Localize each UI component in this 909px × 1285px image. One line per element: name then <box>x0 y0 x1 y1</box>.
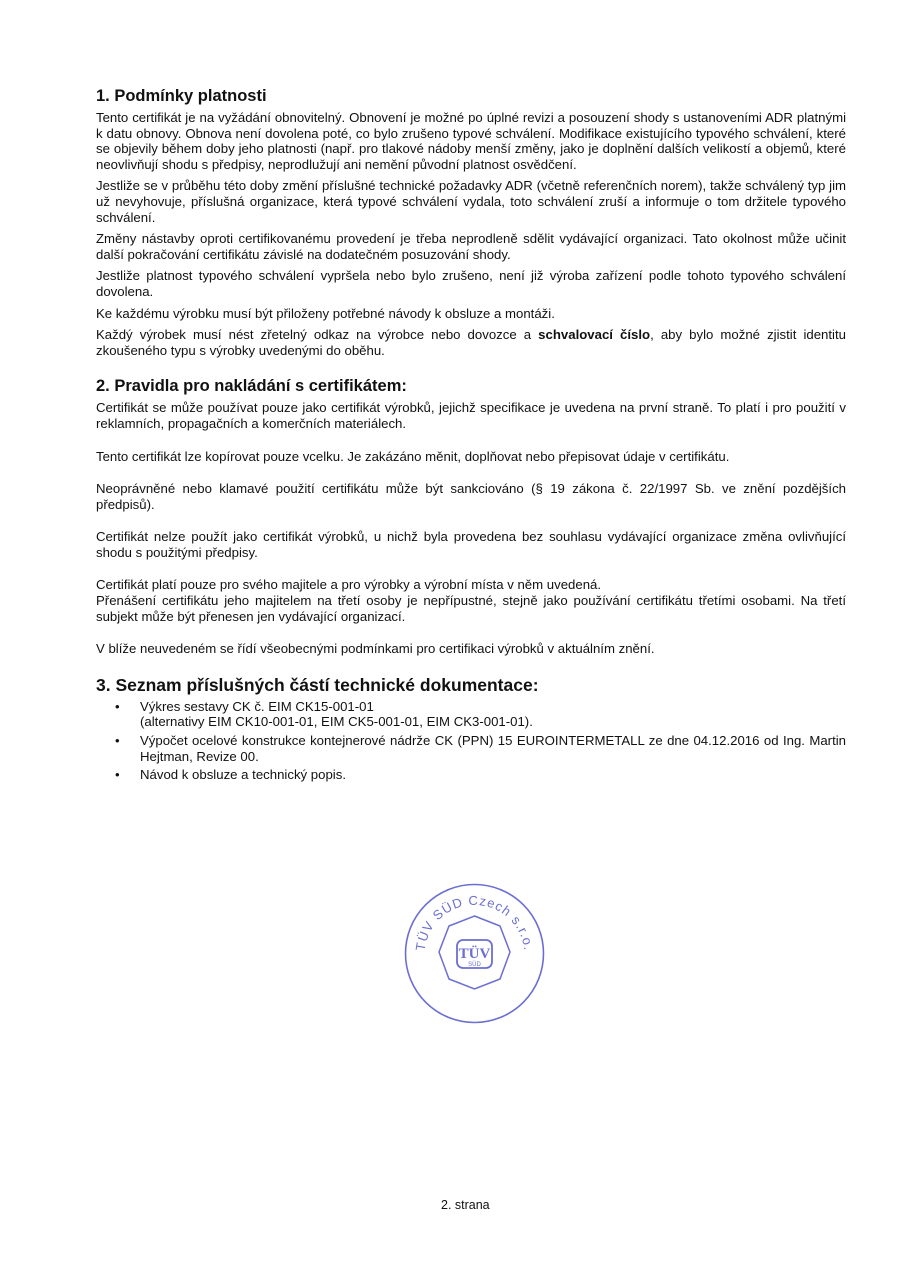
section-validity-conditions <box>96 86 846 358</box>
list-item <box>115 733 846 764</box>
paragraph: Certifikát platí pouze pro svého majitele a pro výrobky a výrobní místa v něm uvedená. <box>96 577 602 593</box>
paragraph-approval-number <box>96 327 846 358</box>
section-2-title: 2. Pravidla pro nakládání s certifikátem: <box>96 377 407 396</box>
paragraph: Jestliže se v průběhu této doby změní příslušné technické požadavky ADR (včetně referenčních norem), takže schválený typ jim už nevyhovuje, příslušná organizace, která typové schválení vydala, toto schválení zruší a informuje o tom držitele typového schválení. <box>96 178 846 225</box>
stamp-ring-text: TÜV SÜD Czech s.r.o. <box>412 892 537 952</box>
paragraph: V blíže neuvedeném se řídí všeobecnými podmínkami pro certifikaci výrobků v aktuálním znění. <box>96 641 655 657</box>
list-item <box>115 698 846 715</box>
text-run: Každý výrobek musí nést zřetelný odkaz na výrobce nebo dovozce a <box>96 327 539 343</box>
bullet-icon: • <box>115 698 120 714</box>
text-run: , aby bylo možné zjistit identitu zkoušeného typu s výrobky uvedenými do oběhu. <box>96 327 846 358</box>
paragraph: Ke každému výrobku musí být přiloženy potřebné návody k obsluze a montáži. <box>96 305 555 321</box>
paragraph: Přenášení certifikátu jeho majitelem na třetí osoby je nepřípustné, stejně jako používání certifikátu třetími osobami. Na třetí subjekt může být přenesen jen vydávající organizací. <box>96 593 846 624</box>
section-3-title: 3. Seznam příslušných částí technické dokumentace: <box>96 674 539 695</box>
document-page <box>96 86 846 786</box>
paragraph: Certifikát se může používat pouze jako certifikát výrobků, jejichž specifikace je uvedena na první straně. To platí i pro použití v reklamních, propagačních a komerčních materiálech. <box>96 400 846 431</box>
list-item <box>118 714 846 730</box>
list-item-text: Návod k obsluze a technický popis. <box>140 767 346 783</box>
documentation-list <box>96 699 846 783</box>
page-number: 2. strana <box>441 1198 490 1212</box>
paragraph: Změny nástavby oproti certifikovanému provedení je třeba neprodleně sdělit vydávající organizaci. Tato okolnost může učinit další pokračování certifikátu závislé na dodatečném posuzování shody. <box>96 231 846 262</box>
paragraph: Tento certifikát je na vyžádání obnovitelný. Obnovení je možné po úplné revizi a posouzení shody s ustanoveními ADR platnými k datu obnovy. Obnova není dovolena poté, co bylo zrušeno typové schválení. Modifikace existujícího typového schválení, které se objevily během doby jeho platnosti (např. pro tlakové nádoby menší změny, jako je doplnění dalších velikostí a objemů, které neovlivňují shodu s předpisy, neprodlužují ani nemění původní platnost osvědčení. <box>96 110 846 172</box>
paragraph: Neoprávněné nebo klamavé použití certifikátu může být sankciováno (§ 19 zákona č. 22/1997 Sb. ve znění pozdějších předpisů). <box>96 481 846 512</box>
svg-text:TÜV SÜD Czech s.r.o. <box>413 893 537 952</box>
approval-number-bold: schvalovací číslo <box>538 327 651 343</box>
bullet-icon: • <box>115 733 120 749</box>
list-item-text: (alternativy EIM CK10-001-01, EIM CK5-001-01, EIM CK3-001-01). <box>140 714 533 730</box>
tuv-sud-stamp-icon <box>403 882 546 1025</box>
section-technical-documentation <box>96 675 846 783</box>
paragraph: Tento certifikát lze kopírovat pouze vcelku. Je zakázáno měnit, doplňovat nebo přepisovat údaje v certifikátu. <box>96 448 730 464</box>
bullet-icon: • <box>115 767 120 783</box>
list-item <box>115 767 846 783</box>
section-1-title: 1. Podmínky platnosti <box>96 87 267 105</box>
list-item-text: Výkres sestavy CK č. EIM CK15-001-01 <box>140 698 374 714</box>
stamp-logo-text: TÜV <box>458 946 491 962</box>
paragraph: Jestliže platnost typového schválení vypršela nebo bylo zrušeno, není již výroba zařízení podle tohoto typového schválení dovolena. <box>96 268 846 299</box>
list-item-text: Výpočet ocelové konstrukce kontejnerové nádrže CK (PPN) 15 EUROINTERMETALL ze dne 04.12.2016 od Ing. Martin Hejtman, Revize 00. <box>140 733 846 764</box>
stamp-logo-sub: SÜD <box>468 962 481 968</box>
paragraph: Certifikát nelze použít jako certifikát výrobků, u nichž byla provedena bez souhlasu vydávající organizace změna ovlivňující shodu s použitými předpisy. <box>96 529 846 560</box>
section-certificate-rules <box>96 376 846 657</box>
